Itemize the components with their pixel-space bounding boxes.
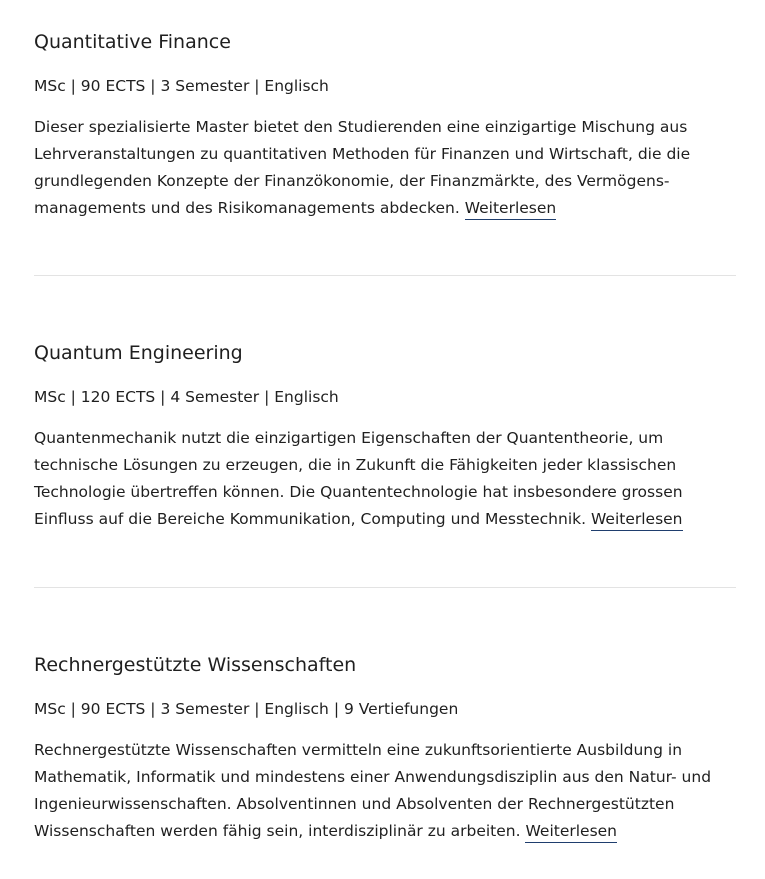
program-description-text: Quantenmechanik nutzt die einzigartigen Eigenschaften der Quantentheorie, um technische Lösungen zu erzeugen, die in Zukunft die Fähigkeiten jeder klassischen Technologie übertreffen können. Die Quantentechnologie hat insbesondere grossen Einfluss auf die Bereiche Kommunikation, Computing und Messtechnik.: [34, 429, 683, 528]
program-description-text: Rechnergestützte Wissenschaften vermitteln eine zukunftsorientierte Ausbildung in Mathematik, Informatik und mindestens einer Anwendungsdisziplin aus den Natur- und Ingenieurwissenschaften. Absolventinnen und Absolventen der Rechnergestützten Wissenschaften werden fähig sein, interdisziplinär zu arbeiten.: [34, 741, 712, 840]
program-title: Rechnergestützte Wissenschaften: [34, 654, 357, 676]
divider: [34, 275, 736, 276]
program-title: Quantitative Finance: [34, 31, 231, 53]
read-more-link[interactable]: Weiterlesen: [465, 199, 557, 220]
divider: [34, 587, 736, 588]
read-more-link[interactable]: Weiterlesen: [525, 822, 617, 843]
program-description: [34, 737, 736, 845]
program-quantum-engineering: [34, 340, 736, 533]
program-description: [34, 114, 736, 222]
program-meta: MSc | 120 ECTS | 4 Semester | Englisch: [34, 388, 339, 406]
program-computational-science: [34, 652, 736, 845]
program-title: Quantum Engineering: [34, 342, 243, 364]
read-more-link[interactable]: Weiterlesen: [591, 510, 683, 531]
program-description: [34, 425, 736, 533]
program-quantitative-finance: [34, 29, 736, 222]
program-meta: MSc | 90 ECTS | 3 Semester | Englisch | 9 Vertiefungen: [34, 700, 459, 718]
program-description-text: Dieser spezialisierte Master bietet den Studierenden eine einzigartige Mischung aus Lehrveranstaltungen zu quantitativen Methoden für Finanzen und Wirtschaft, die die grundlegenden Konzepte der Finanzökonomie, der Finanzmärkte, des Vermögens-managements und des Risikomanagements abdecken.: [34, 118, 691, 217]
program-meta: MSc | 90 ECTS | 3 Semester | Englisch: [34, 77, 329, 95]
